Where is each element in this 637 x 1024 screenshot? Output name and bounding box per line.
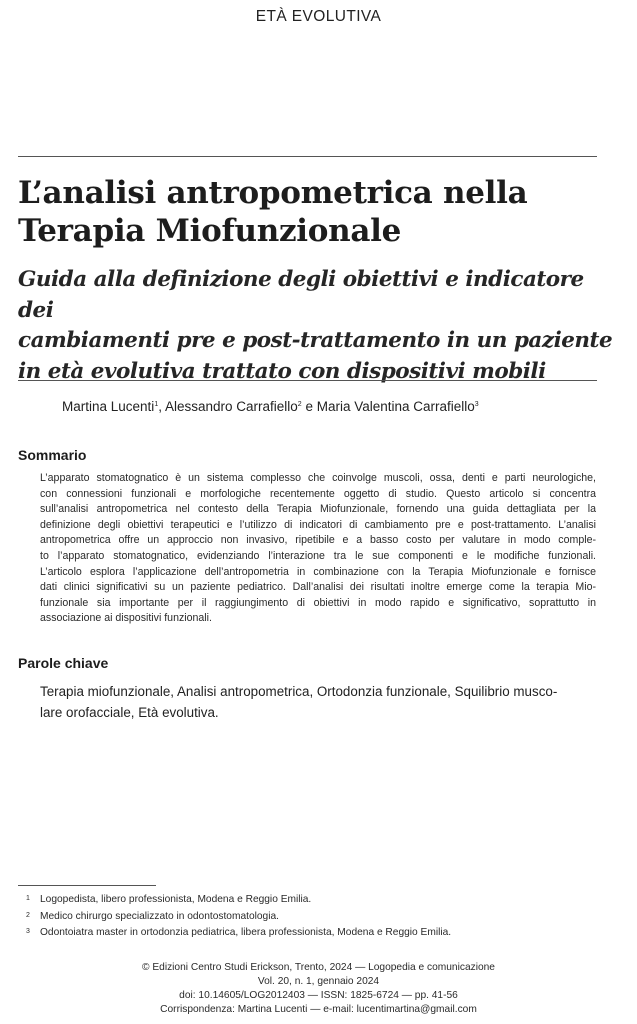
abstract-line: to l’apparato stomatognatico, evidenziando l’interazione tra le sue componenti e le modifiche funzionali. [40,549,596,562]
abstract-line: antropometrica offre un approccio non invasivo, ripetibile e a basso costo per valutare in modo comple- [40,534,596,547]
article-title [18,174,608,250]
footnote-divider [18,885,156,886]
footnote [26,909,606,926]
author-separator: , [158,399,165,414]
footnote-number: 1 [26,895,30,902]
abstract-line: sull’analisi antropometrica nel contesto della Terapia Miofunzionale, fornendo una guida dettagliata per la [40,503,596,516]
abstract-line: dati clinici significativi su un paziente pediatrico. Dall’analisi dei risultati inoltre emerge come la terapia Mio- [40,581,596,594]
author-name: Martina Lucenti [62,399,155,414]
keywords-heading: Parole chiave [18,655,109,671]
footnotes [26,892,606,942]
imprint-line: Corrispondenza: Martina Lucenti — e-mail: lucentimartina@gmail.com [160,1004,477,1015]
article-title-line: Terapia Miofunzionale [18,213,402,249]
keywords-text [40,681,600,723]
abstract-line: con connessioni funzionali e morfologiche recentemente oggetto di studio. Questo articolo si concentra [40,487,596,500]
title-divider [18,380,597,381]
article-subtitle-line: Guida alla definizione degli obiettivi e indicatore dei [18,267,584,323]
abstract-line: definizione degli obiettivi terapeutici e l’utilizzo di indicatori di cambiamento pre e post-trattamento. L’analisi [40,518,596,531]
publication-imprint [0,961,637,1017]
footnote [26,925,606,942]
author-list [62,399,602,414]
author-name: Maria Valentina Carrafiello [316,399,475,414]
author-affiliation-mark: 2 [297,401,302,408]
abstract-line: funzionale sia importante per il raggiungimento di obiettivi in modo rapido e significativo, soprattutto in [40,596,596,609]
footnote-number: 3 [26,928,30,935]
top-divider [18,156,597,157]
article-subtitle [18,265,618,387]
author-separator: e [301,399,317,414]
article-subtitle-line: cambiamenti pre e post-trattamento in un paziente [18,328,613,353]
sommario-heading: Sommario [18,447,87,463]
abstract-line: L’articolo esplora l’applicazione dell’antropometria in combinazione con la Terapia Miofunzionale e fornisce [40,565,596,578]
section-label: ETÀ EVOLUTIVA [255,8,382,25]
author-name: Alessandro Carrafiello [164,399,298,414]
imprint-line: © Edizioni Centro Studi Erickson, Trento, 2024 — Logopedia e comunicazione [142,962,495,973]
abstract-text [40,471,596,627]
abstract-line: L’apparato stomatognatico è un sistema complesso che coinvolge muscoli, ossa, denti e parti neurologiche, [40,472,596,484]
imprint-line: Vol. 20, n. 1, gennaio 2024 [257,976,380,987]
footnote-number: 2 [26,911,30,919]
author-affiliation-mark: 1 [154,401,159,408]
footnote [26,892,606,909]
abstract-line: associazione ai dispositivi funzionali. [40,612,212,625]
article-title-line: L’analisi antropometrica nella [18,175,528,211]
author-affiliation-mark: 3 [474,401,479,408]
footnote-text: Odontoiatra master in ortodonzia pediatrica, libera professionista, Modena e Reggio Emilia. [40,927,452,938]
article-subtitle-line: in età evolutiva trattato con dispositivi mobili [18,358,546,384]
footnote-text: Logopedista, libero professionista, Modena e Reggio Emilia. [40,894,312,905]
keywords-line: lare orofacciale, Età evolutiva. [40,705,219,720]
imprint-line: doi: 10.14605/LOG2012403 — ISSN: 1825-6724 — pp. 41-56 [179,990,458,1001]
footnote-text: Medico chirurgo specializzato in odontostomatologia. [40,910,279,922]
keywords-line: Terapia miofunzionale, Analisi antropometrica, Ortodonzia funzionale, Squilibrio musco- [40,684,558,699]
